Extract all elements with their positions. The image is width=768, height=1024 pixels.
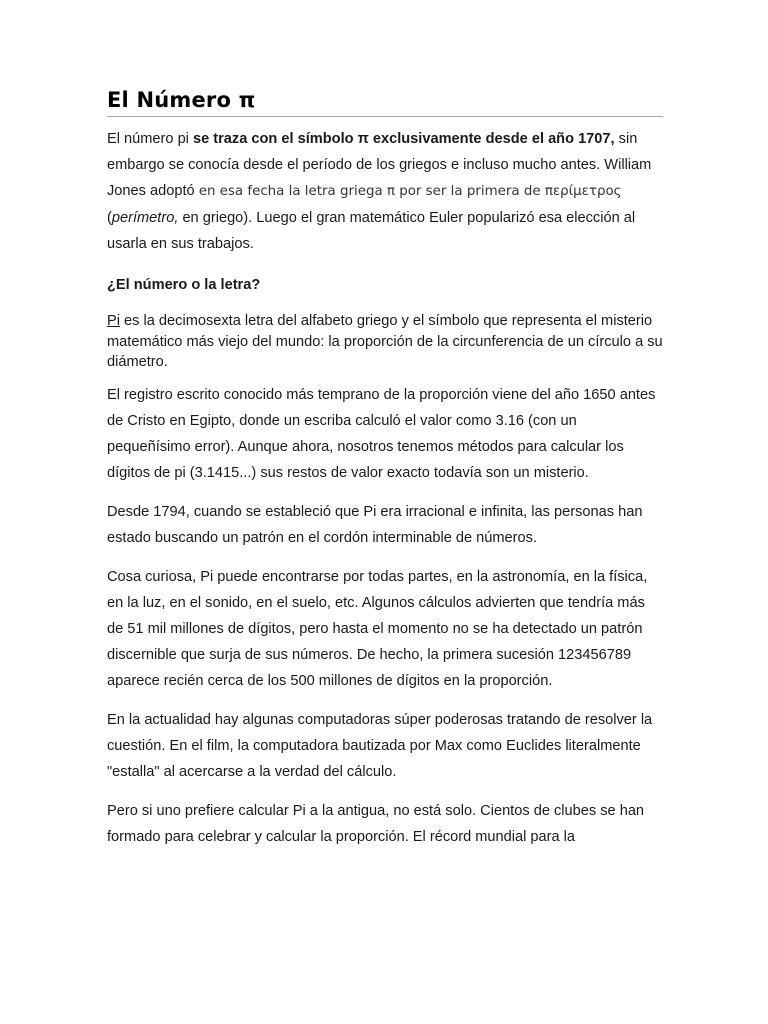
section-question-heading: ¿El número o la letra?: [107, 277, 261, 293]
intro-text-4: en griego). Luego el gran matemático Euler popularizó esa elección al usarla en sus trabajos.: [107, 210, 636, 252]
intro-italic-text: perímetro,: [111, 210, 179, 226]
intro-greek-text: en esa fecha la letra griega π por ser la primera de περίμετρος: [198, 184, 622, 199]
curiosa-paragraph: Cosa curiosa, Pi puede encontrarse por todas partes, en la astronomía, en la física, en la luz, en el sonido, en el suelo, etc. Algunos cálculos advierten que tendría más de 51 mil millones de dígitos, pero hasta el momento no se ha detectado un patrón discernible que surja de sus números. De hecho, la primera sucesión 123456789 aparece recién cerca de los 500 millones de dígitos en la proporción.: [107, 568, 648, 689]
desde1794-paragraph: Desde 1794, cuando se estableció que Pi era irracional e infinita, las personas han estado buscando un patrón en el cordón interminable de números.: [107, 503, 643, 546]
antigua-paragraph: Pero si uno prefiere calcular Pi a la antigua, no está solo. Cientos de clubes se han formado para celebrar y calcular la proporción. El récord mundial para la: [107, 802, 645, 845]
document-page: [107, 86, 663, 850]
page-title: El Número π: [107, 86, 663, 117]
letter-paragraph: [107, 311, 663, 373]
intro-text-2: sin embargo se conocía desde el período de los griegos e incluso mucho antes. William Jones adoptó: [107, 131, 652, 199]
intro-bold-text: se traza con el símbolo π exclusivamente desde el año 1707,: [192, 131, 615, 147]
intro-paragraph: [107, 126, 663, 257]
intro-text-3: (: [107, 210, 112, 226]
intro-text-1: El número pi: [107, 131, 193, 147]
letter-text: es la decimosexta letra del alfabeto griego y el símbolo que representa el misterio matemático más viejo del mundo: la proporción de la circunferencia de un círculo a su diámetro.: [107, 313, 663, 370]
registro-paragraph: El registro escrito conocido más temprano de la proporción viene del año 1650 antes de Cristo en Egipto, donde un escriba calculó el valor como 3.16 (con un pequeñísimo error). Aunque ahora, nosotros tenemos métodos para calcular los dígitos de pi (3.1415...) sus restos de valor exacto todavía son un misterio.: [107, 386, 656, 481]
pi-link[interactable]: Pi: [107, 313, 120, 329]
actualidad-paragraph: En la actualidad hay algunas computadoras súper poderosas tratando de resolver la cuestión. En el film, la computadora bautizada por Max como Euclides literalmente "estalla" al acercarse a la verdad del cálculo.: [107, 711, 653, 780]
